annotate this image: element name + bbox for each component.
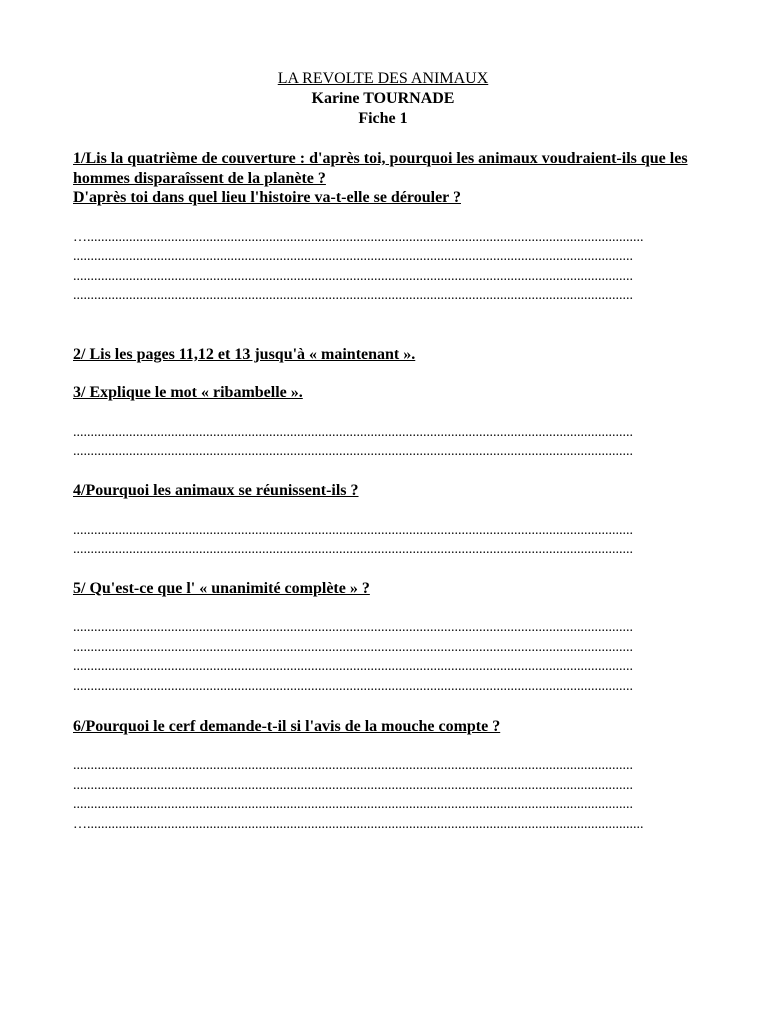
- answer-lines-6[interactable]: [73, 756, 693, 834]
- answer-line: ................................................................................................................................................................: [73, 679, 633, 695]
- question-1: 1/Lis la quatrième de couverture : d'après toi, pourquoi les animaux voudraient-ils que les hommes disparaîssent de la planète ? D'après toi dans quel lieu l'histoire va-t-elle se dérouler ?: [73, 150, 688, 206]
- author-name: Karine TOURNADE: [311, 90, 455, 107]
- question-2: 2/ Lis les pages 11,12 et 13 jusqu'à « maintenant ».: [73, 345, 416, 363]
- answer-lines-1[interactable]: [73, 228, 693, 306]
- answer-line: ................................................................................................................................................................: [73, 288, 633, 304]
- answer-line: ................................................................................................................................................................: [73, 639, 633, 655]
- answer-lines-3[interactable]: [73, 423, 693, 462]
- book-title: LA REVOLTE DES ANIMAUX: [277, 70, 489, 87]
- question-5: 5/ Qu'est-ce que l' « unanimité complète » ?: [73, 579, 370, 597]
- answer-line: ................................................................................................................................................................: [73, 797, 633, 813]
- answer-line: ................................................................................................................................................................: [73, 522, 633, 538]
- question-6: 6/Pourquoi le cerf demande-t-il si l'avis de la mouche compte ?: [73, 717, 501, 735]
- answer-lines-5[interactable]: [73, 618, 693, 696]
- answer-line: ................................................................................................................................................................: [73, 659, 633, 675]
- answer-line: …...............................................................................................................................................................: [73, 229, 644, 245]
- answer-lines-4[interactable]: [73, 521, 693, 560]
- worksheet-header: [73, 69, 693, 129]
- answer-line: ................................................................................................................................................................: [73, 777, 633, 793]
- answer-line: ................................................................................................................................................................: [73, 620, 633, 636]
- worksheet-page: [73, 69, 693, 835]
- answer-line: ................................................................................................................................................................: [73, 424, 633, 440]
- answer-line: ................................................................................................................................................................: [73, 758, 633, 774]
- sheet-label: Fiche 1: [358, 110, 408, 127]
- answer-line: ................................................................................................................................................................: [73, 268, 633, 284]
- answer-line: …...............................................................................................................................................................: [73, 816, 644, 832]
- question-4: 4/Pourquoi les animaux se réunissent-ils ?: [73, 482, 359, 500]
- answer-line: ................................................................................................................................................................: [73, 249, 633, 265]
- question-3: 3/ Explique le mot « ribambelle ».: [73, 384, 303, 402]
- answer-line: ................................................................................................................................................................: [73, 542, 633, 558]
- answer-line: ................................................................................................................................................................: [73, 444, 633, 460]
